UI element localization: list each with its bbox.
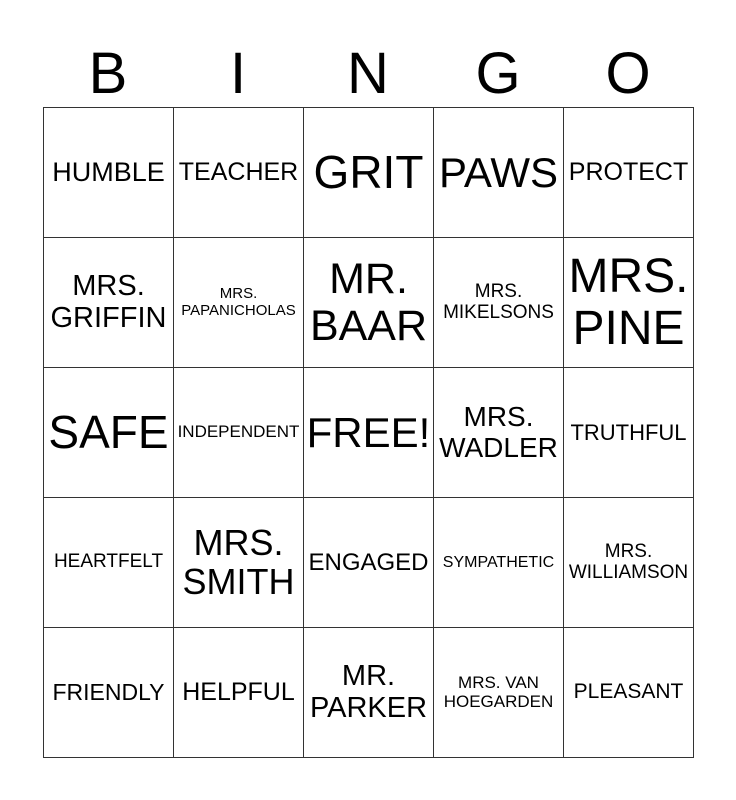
header-letter-n: N bbox=[347, 41, 389, 106]
bingo-cell[interactable]: MR. PARKER bbox=[304, 628, 434, 758]
board-row bbox=[44, 498, 694, 628]
bingo-cell[interactable]: MRS. WADLER bbox=[434, 368, 564, 498]
header-letter-b: B bbox=[88, 41, 128, 106]
bingo-cell[interactable]: MRS. VAN HOEGARDEN bbox=[434, 628, 564, 758]
bingo-cell[interactable]: HUMBLE bbox=[44, 108, 174, 238]
bingo-board bbox=[43, 107, 694, 758]
bingo-cell[interactable]: MRS. MIKELSONS bbox=[434, 238, 564, 368]
bingo-header bbox=[43, 40, 693, 108]
bingo-cell[interactable]: MRS. PINE bbox=[564, 238, 694, 368]
free-space-cell[interactable]: FREE! bbox=[304, 368, 434, 498]
board-row bbox=[44, 238, 694, 368]
board-row bbox=[44, 108, 694, 238]
board-row bbox=[44, 368, 694, 498]
bingo-cell[interactable]: MRS. GRIFFIN bbox=[44, 238, 174, 368]
bingo-cell[interactable]: ENGAGED bbox=[304, 498, 434, 628]
bingo-cell[interactable]: MRS. WILLIAMSON bbox=[564, 498, 694, 628]
bingo-cell[interactable]: MRS. SMITH bbox=[174, 498, 304, 628]
header-letter-o: O bbox=[605, 41, 651, 106]
header-letter-i: I bbox=[229, 41, 247, 106]
header-letter-g: G bbox=[475, 41, 521, 106]
bingo-cell[interactable]: SYMPATHETIC bbox=[434, 498, 564, 628]
bingo-cell[interactable]: HELPFUL bbox=[174, 628, 304, 758]
bingo-cell[interactable]: GRIT bbox=[304, 108, 434, 238]
bingo-cell[interactable]: MRS. PAPANICHOLAS bbox=[174, 238, 304, 368]
bingo-cell[interactable]: PLEASANT bbox=[564, 628, 694, 758]
bingo-cell[interactable]: SAFE bbox=[44, 368, 174, 498]
bingo-cell[interactable]: PROTECT bbox=[564, 108, 694, 238]
bingo-cell[interactable]: TRUTHFUL bbox=[564, 368, 694, 498]
bingo-cell[interactable]: TEACHER bbox=[174, 108, 304, 238]
board-row bbox=[44, 628, 694, 758]
bingo-cell[interactable]: MR. BAAR bbox=[304, 238, 434, 368]
bingo-cell[interactable]: PAWS bbox=[434, 108, 564, 238]
bingo-cell[interactable]: FRIENDLY bbox=[44, 628, 174, 758]
bingo-cell[interactable]: HEARTFELT bbox=[44, 498, 174, 628]
bingo-cell[interactable]: INDEPENDENT bbox=[174, 368, 304, 498]
